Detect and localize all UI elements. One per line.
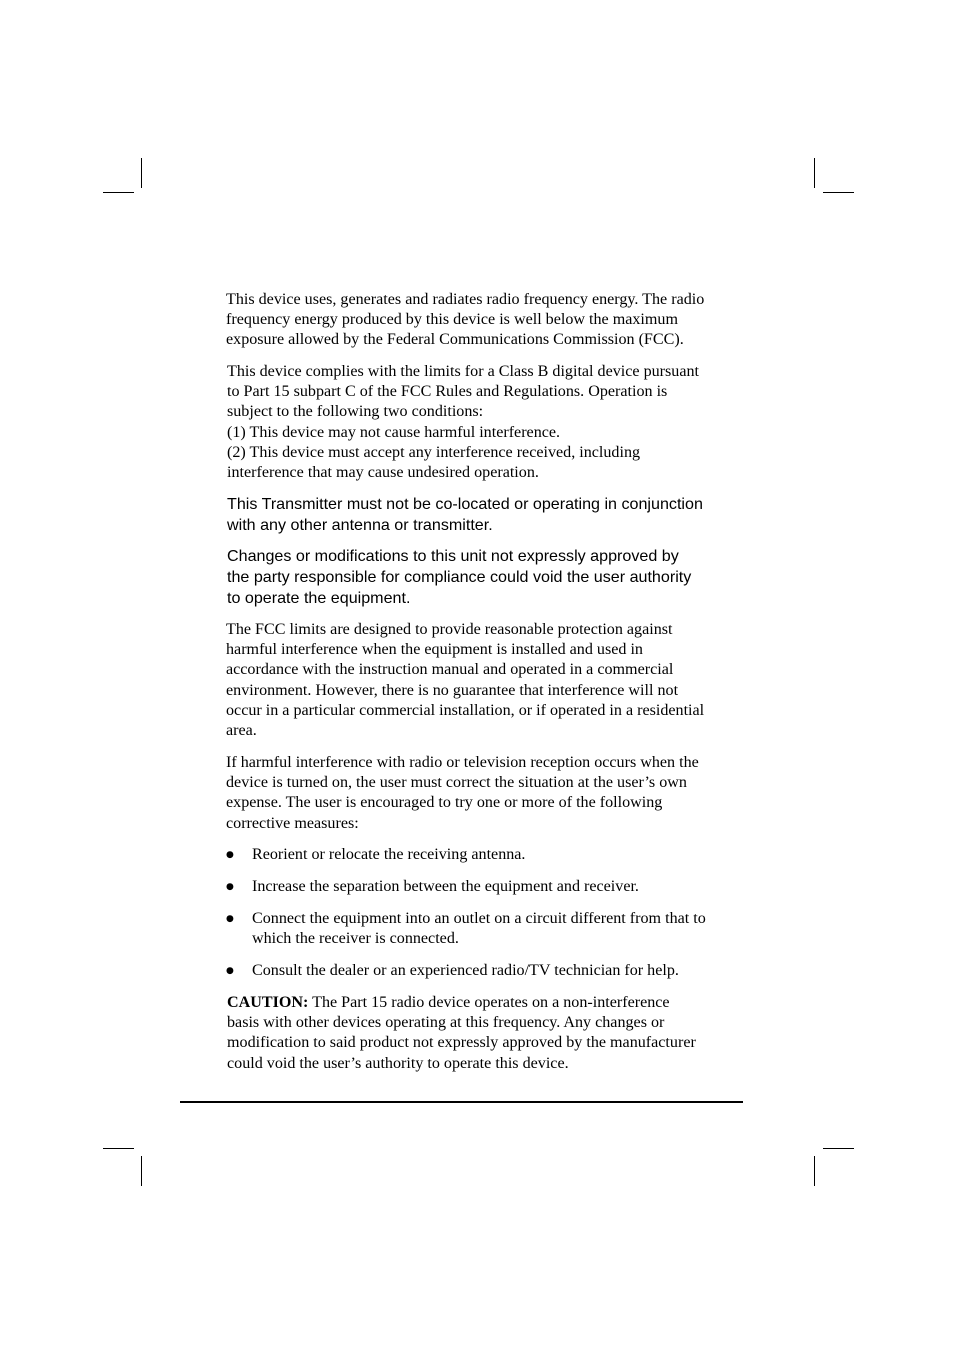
caution-first-line bbox=[227, 993, 747, 1013]
bullet-icon: ● bbox=[226, 966, 234, 976]
crop-mark-top-right-vertical bbox=[814, 158, 815, 188]
crop-mark-bottom-left-vertical bbox=[141, 1156, 142, 1186]
crop-mark-top-right-horizontal bbox=[823, 192, 854, 193]
text-line: to operate the equipment. bbox=[227, 588, 411, 607]
text-line: harmful interference when the equipment is installed and used in bbox=[226, 641, 643, 659]
text-line: environment. However, there is no guarantee that interference will not bbox=[226, 681, 679, 699]
crop-mark-bottom-right-horizontal bbox=[823, 1148, 854, 1149]
harmful-interference-paragraph bbox=[226, 753, 746, 834]
caution-label: CAUTION: bbox=[227, 994, 309, 1011]
bullet-icon: ● bbox=[226, 850, 234, 860]
text-line: Reorient or relocate the receiving antenna. bbox=[252, 846, 526, 863]
rf-exposure-paragraph bbox=[226, 290, 746, 351]
modifications-paragraph bbox=[227, 546, 747, 608]
class-b-compliance-paragraph bbox=[227, 362, 747, 483]
text-line: Connect the equipment into an outlet on a circuit different from that to bbox=[252, 910, 706, 927]
caution-first-line-text: The Part 15 radio device operates on a non-interference bbox=[308, 994, 670, 1011]
text-line: expense. The user is encouraged to try one or more of the following bbox=[226, 794, 663, 812]
text-line: If harmful interference with radio or television reception occurs when the bbox=[226, 754, 699, 771]
text-line: This device uses, generates and radiates radio frequency energy. The radio bbox=[226, 291, 705, 308]
text-line: basis with other devices operating at this frequency. Any changes or bbox=[227, 1014, 665, 1032]
text-line: frequency energy produced by this device is well below the maximum bbox=[226, 311, 678, 329]
text-line: device is turned on, the user must correct the situation at the user’s own bbox=[226, 774, 687, 792]
crop-mark-top-left-vertical bbox=[141, 158, 142, 188]
caution-paragraph bbox=[227, 993, 747, 1074]
text-line: This device complies with the limits for a Class B digital device pursuant bbox=[227, 363, 699, 380]
text-line: interference that may cause undesired operation. bbox=[227, 464, 539, 482]
text-line: exposure allowed by the Federal Communications Commission (FCC). bbox=[226, 331, 684, 349]
text-line: the party responsible for compliance could void the user authority bbox=[227, 567, 692, 586]
crop-mark-bottom-right-vertical bbox=[814, 1156, 815, 1186]
text-line: Consult the dealer or an experienced radio/TV technician for help. bbox=[252, 962, 679, 979]
text-line: This Transmitter must not be co-located or operating in conjunction bbox=[227, 495, 703, 513]
fcc-limits-paragraph bbox=[226, 620, 746, 741]
crop-mark-bottom-left-horizontal bbox=[103, 1148, 134, 1149]
text-line: Changes or modifications to this unit not expressly approved by bbox=[227, 547, 679, 565]
footer-rule bbox=[180, 1101, 743, 1103]
text-line: accordance with the instruction manual and operated in a commercial bbox=[226, 661, 674, 679]
text-line: corrective measures: bbox=[226, 814, 359, 832]
text-line: to Part 15 subpart C of the FCC Rules and Regulations. Operation is bbox=[227, 383, 668, 401]
text-line: could void the user’s authority to operate this device. bbox=[227, 1054, 569, 1072]
crop-mark-top-left-horizontal bbox=[103, 192, 134, 193]
text-line: area. bbox=[226, 722, 257, 740]
text-line: with any other antenna or transmitter. bbox=[227, 515, 493, 534]
text-line: Increase the separation between the equipment and receiver. bbox=[252, 878, 639, 895]
bullet-icon: ● bbox=[226, 914, 234, 924]
text-line: (1) This device may not cause harmful interference. bbox=[227, 423, 561, 441]
bullet-icon: ● bbox=[226, 882, 234, 892]
text-line: modification to said product not expressly approved by the manufacturer bbox=[227, 1034, 696, 1052]
co-location-paragraph bbox=[227, 494, 747, 536]
text-line: subject to the following two conditions: bbox=[227, 403, 484, 421]
text-line: occur in a particular commercial installation, or if operated in a residential bbox=[226, 701, 705, 719]
text-line: which the receiver is connected. bbox=[252, 930, 459, 948]
text-line: The FCC limits are designed to provide reasonable protection against bbox=[226, 621, 673, 638]
text-line: (2) This device must accept any interference received, including bbox=[227, 443, 641, 461]
